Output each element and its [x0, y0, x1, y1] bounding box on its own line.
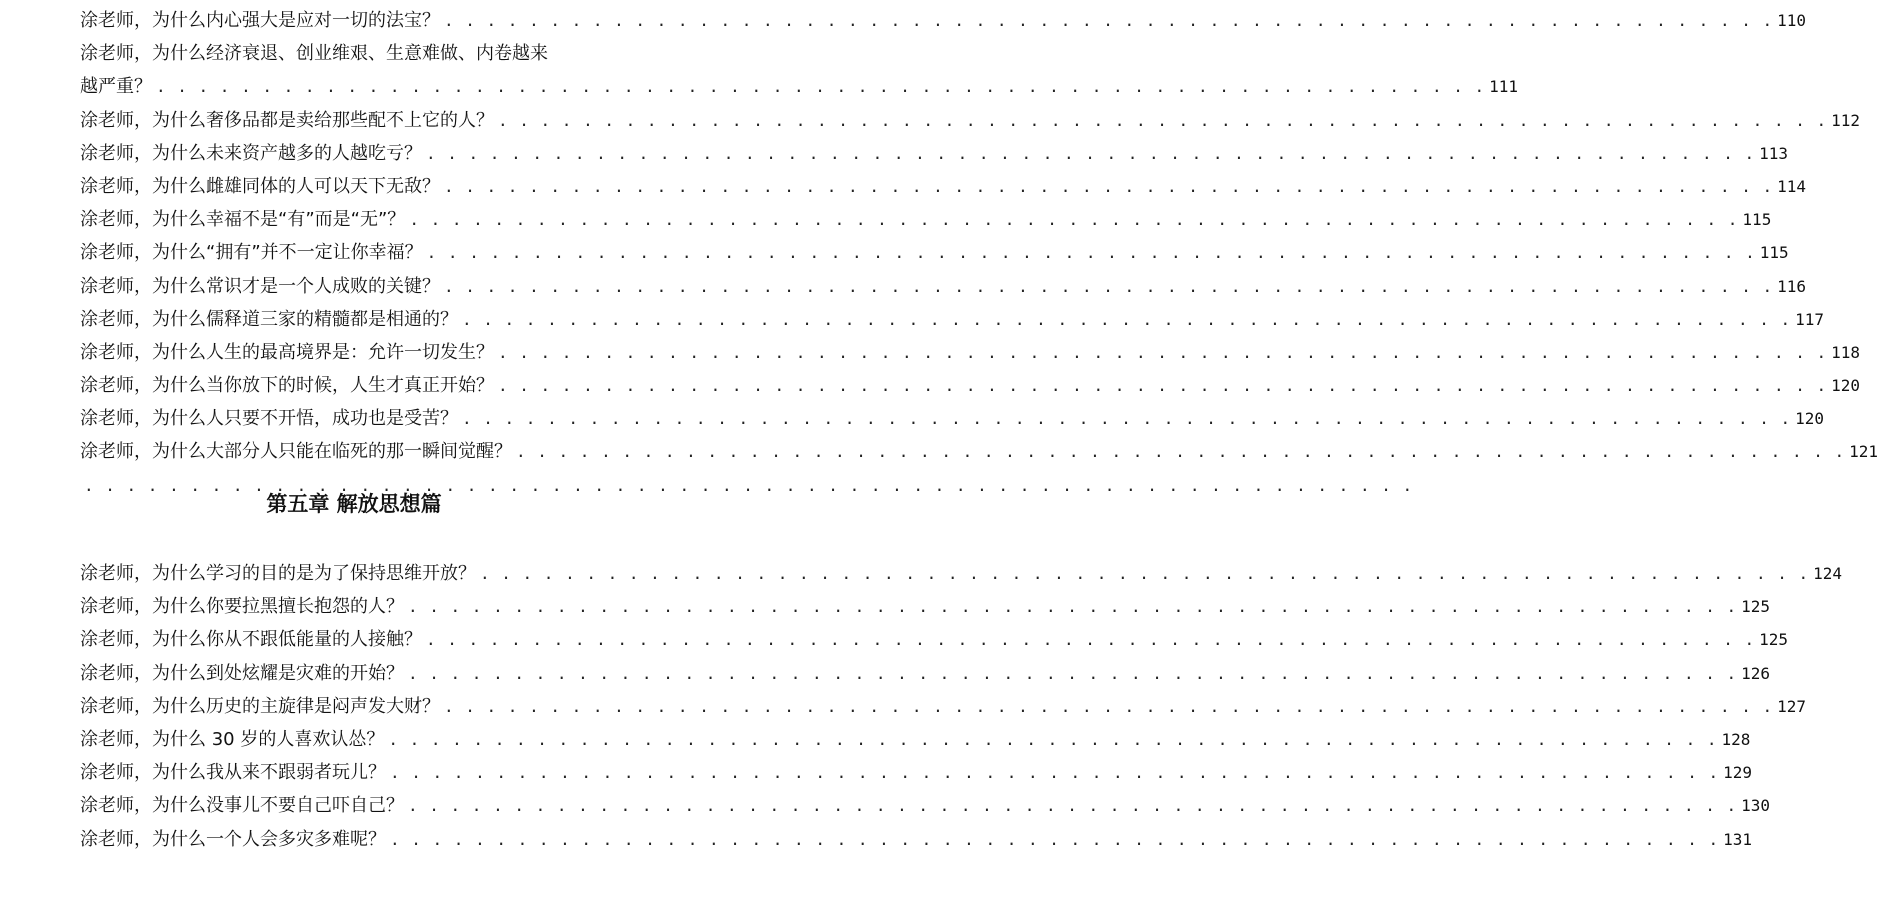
toc-entry-page: 128: [1721, 729, 1751, 749]
toc-entry-title: 涂老师，为什么人只要不开悟，成功也是受苦？: [80, 408, 458, 430]
dot-leader: . . . . . . . . . . . . . . . . . . . . . . . . . . . . . . . . . . . . . . . . . . . . . . . . . . . . . . . . . . . . . . .: [426, 630, 1756, 650]
toc-entry-page: 127: [1777, 696, 1807, 716]
toc-entry-title: 涂老师，为什么大部分人只能在临死的那一瞬间觉醒？: [80, 441, 512, 463]
toc-entry[interactable]: [80, 557, 1843, 590]
toc-entry[interactable]: [80, 723, 1751, 756]
toc-entry-title: 涂老师，为什么我从来不跟弱者玩儿？: [80, 762, 386, 784]
toc-entry-title: 涂老师，为什么没事儿不要自己吓自己？: [80, 795, 404, 817]
dot-leader: . . . . . . . . . . . . . . . . . . . . . . . . . . . . . . . . . . . . . . . . . . . . . . . . . . . . . . . . . . . . . . .: [462, 409, 1792, 429]
toc-entry-page: 115: [1759, 243, 1789, 263]
dot-leader: . . . . . . . . . . . . . . . . . . . . . . . . . . . . . . . . . . . . . . . . . . . . . . . . . . . . . . . . . . . . . . .: [444, 696, 1774, 716]
toc-entry-title: 涂老师，为什么奢侈品都是卖给那些配不上它的人？: [80, 109, 494, 131]
toc-entry[interactable]: [80, 336, 1861, 369]
toc-entry-title: 涂老师，为什么幸福不是“有”而是“无”？: [80, 209, 406, 231]
toc-entry-page: 114: [1777, 176, 1807, 196]
toc-entry-title-line2: 越严重？: [80, 76, 152, 98]
toc-entry-title: 涂老师，为什么雌雄同体的人可以天下无敌？: [80, 175, 440, 197]
dot-leader: . . . . . . . . . . . . . . . . . . . . . . . . . . . . . . . . . . . . . . . . . . . . . . . . . . . . . . . . . . . . . . .: [408, 597, 1738, 617]
toc-entry-page: 124: [1813, 564, 1843, 583]
toc-entry-page: 129: [1723, 763, 1753, 783]
dot-leader: . . . . . . . . . . . . . . . . . . . . . . . . . . . . . . . . . . . . . . . . . . . . . . . . . . . . . . . . . . . . . . .: [444, 176, 1774, 196]
toc-entry-title: 涂老师，为什么儒释道三家的精髓都是相通的？: [80, 308, 458, 330]
toc-entry[interactable]: [80, 104, 1861, 137]
toc-entry-page: 111: [1489, 77, 1519, 97]
toc-entry-title: 涂老师，为什么常识才是一个人成败的关键？: [80, 275, 440, 297]
toc-entry[interactable]: [80, 303, 1825, 336]
toc-entry-page: 117: [1795, 309, 1825, 329]
toc-entry[interactable]: [80, 270, 1807, 303]
toc-entry-page: 130: [1741, 796, 1771, 816]
toc-entry[interactable]: [80, 657, 1771, 690]
toc-entry-title: 涂老师，为什么学习的目的是为了保持思维开放？: [80, 563, 476, 584]
toc-entry-title: 涂老师，为什么未来资产越多的人越吃亏？: [80, 142, 422, 164]
toc-entry-page: 125: [1759, 630, 1789, 650]
toc-entry[interactable]: [80, 789, 1771, 822]
toc-section-top: [80, 4, 1878, 502]
toc-entry-page: 118: [1831, 342, 1861, 362]
dot-leader: . . . . . . . . . . . . . . . . . . . . . . . . . . . . . . . . . . . . . . . . . . . . . . . . . . . . . . . . . . . . . . .: [498, 342, 1828, 362]
toc-entry-page: 116: [1777, 276, 1807, 296]
toc-entry[interactable]: [80, 623, 1789, 656]
dot-leader: . . . . . . . . . . . . . . . . . . . . . . . . . . . . . . . . . . . . . . . . . . . . . . . . . . . . . . . . . . . . . . .: [498, 376, 1828, 396]
dot-leader: . . . . . . . . . . . . . . . . . . . . . . . . . . . . . . . . . . . . . . . . . . . . . . . . . . . . . . . . . . . . . . .: [390, 829, 1720, 849]
toc-entry[interactable]: [80, 137, 1789, 170]
toc-entry-title: 涂老师，为什么当你放下的时候，人生才真正开始？: [80, 375, 494, 397]
toc-entry[interactable]: [80, 170, 1807, 203]
toc-entry-page: 125: [1741, 597, 1771, 617]
dot-leader: . . . . . . . . . . . . . . . . . . . . . . . . . . . . . . . . . . . . . . . . . . . . . . . . . . . . . . . . . . . . . . .: [408, 796, 1738, 816]
toc-entry-page: 126: [1741, 663, 1771, 683]
toc-entry[interactable]: [80, 823, 1753, 856]
toc-entry[interactable]: [80, 756, 1753, 789]
toc-entry-wrapped[interactable]: [80, 37, 1519, 103]
toc-entry-page: 110: [1777, 11, 1807, 30]
toc-section-bottom: [80, 557, 1843, 856]
toc-entry-title: 涂老师，为什么人生的最高境界是：允许一切发生？: [80, 341, 494, 363]
toc-entry-title: 涂老师，为什么内心强大是应对一切的法宝？: [80, 10, 440, 31]
toc-entry-page: 112: [1831, 110, 1861, 130]
dot-leader: . . . . . . . . . . . . . . . . . . . . . . . . . . . . . . . . . . . . . . . . . . . . . . . . . . . . . . . . . . . . . . .: [84, 475, 1414, 495]
dot-leader: . . . . . . . . . . . . . . . . . . . . . . . . . . . . . . . . . . . . . . . . . . . . . . . . . . . . . . . . . . . . . . .: [426, 143, 1756, 163]
toc-entry-title: 涂老师，为什么 30 岁的人喜欢认怂？: [80, 728, 385, 750]
toc-entry[interactable]: [80, 435, 1878, 468]
toc-entry[interactable]: [80, 4, 1807, 37]
toc-entry-page: 120: [1831, 376, 1861, 396]
toc-entry-title: 涂老师，为什么你从不跟低能量的人接触？: [80, 629, 422, 651]
dot-leader: . . . . . . . . . . . . . . . . . . . . . . . . . . . . . . . . . . . . . . . . . . . . . . . . . . . . . . . . . . . . . . .: [462, 309, 1792, 329]
chapter-heading: 第五章 解放思想篇: [266, 492, 442, 516]
toc-entry-title: 涂老师，为什么历史的主旋律是闷声发大财？: [80, 695, 440, 717]
toc-entry-title: 涂老师，为什么到处炫耀是灾难的开始？: [80, 662, 404, 684]
dot-leader: . . . . . . . . . . . . . . . . . . . . . . . . . . . . . . . . . . . . . . . . . . . . . . . . . . . . . . . . . . . . . . .: [444, 276, 1774, 296]
dot-leader: . . . . . . . . . . . . . . . . . . . . . . . . . . . . . . . . . . . . . . . . . . . . . . . . . . . . . . . . . . . . . . .: [409, 210, 1739, 230]
toc-entry-page: 131: [1723, 829, 1753, 849]
dot-leader: . . . . . . . . . . . . . . . . . . . . . . . . . . . . . . . . . . . . . . . . . . . . . . . . . . . . . . . . . . . . . . .: [444, 11, 1774, 30]
toc-entry-title-line1: 涂老师，为什么经济衰退、创业维艰、生意难做、内卷越来: [80, 43, 548, 65]
toc-entry-page: 121: [1849, 442, 1878, 462]
toc-entry[interactable]: [80, 203, 1772, 236]
toc-entry-title: 涂老师，为什么一个人会多灾多难呢？: [80, 828, 386, 850]
toc-entry-line2: [80, 70, 1519, 103]
toc-entry[interactable]: [80, 236, 1789, 269]
dot-leader: . . . . . . . . . . . . . . . . . . . . . . . . . . . . . . . . . . . . . . . . . . . . . . . . . . . . . . . . . . . . . . .: [516, 442, 1846, 462]
dot-leader: . . . . . . . . . . . . . . . . . . . . . . . . . . . . . . . . . . . . . . . . . . . . . . . . . . . . . . . . . . . . . . .: [426, 243, 1756, 263]
toc-entry-page: 120: [1795, 409, 1825, 429]
toc-entry-page: 113: [1759, 143, 1789, 163]
dot-leader: . . . . . . . . . . . . . . . . . . . . . . . . . . . . . . . . . . . . . . . . . . . . . . . . . . . . . . . . . . . . . . .: [156, 77, 1486, 97]
dot-leader: . . . . . . . . . . . . . . . . . . . . . . . . . . . . . . . . . . . . . . . . . . . . . . . . . . . . . . . . . . . . . . .: [388, 729, 1718, 749]
toc-entry[interactable]: [80, 590, 1771, 623]
dot-leader: . . . . . . . . . . . . . . . . . . . . . . . . . . . . . . . . . . . . . . . . . . . . . . . . . . . . . . . . . . . . . . .: [498, 110, 1828, 130]
toc-entry[interactable]: [80, 402, 1825, 435]
toc-entry[interactable]: [80, 369, 1861, 402]
toc-entry[interactable]: [80, 690, 1807, 723]
dot-leader: . . . . . . . . . . . . . . . . . . . . . . . . . . . . . . . . . . . . . . . . . . . . . . . . . . . . . . . . . . . . . . .: [408, 663, 1738, 683]
toc-entry-title: 涂老师，为什么“拥有”并不一定让你幸福？: [80, 242, 423, 264]
dot-leader: . . . . . . . . . . . . . . . . . . . . . . . . . . . . . . . . . . . . . . . . . . . . . . . . . . . . . . . . . . . . . . .: [480, 564, 1810, 583]
dot-leader: . . . . . . . . . . . . . . . . . . . . . . . . . . . . . . . . . . . . . . . . . . . . . . . . . . . . . . . . . . . . . . .: [390, 763, 1720, 783]
toc-entry-page: 115: [1742, 210, 1772, 230]
toc-entry-title: 涂老师，为什么你要拉黑擅长抱怨的人？: [80, 596, 404, 618]
